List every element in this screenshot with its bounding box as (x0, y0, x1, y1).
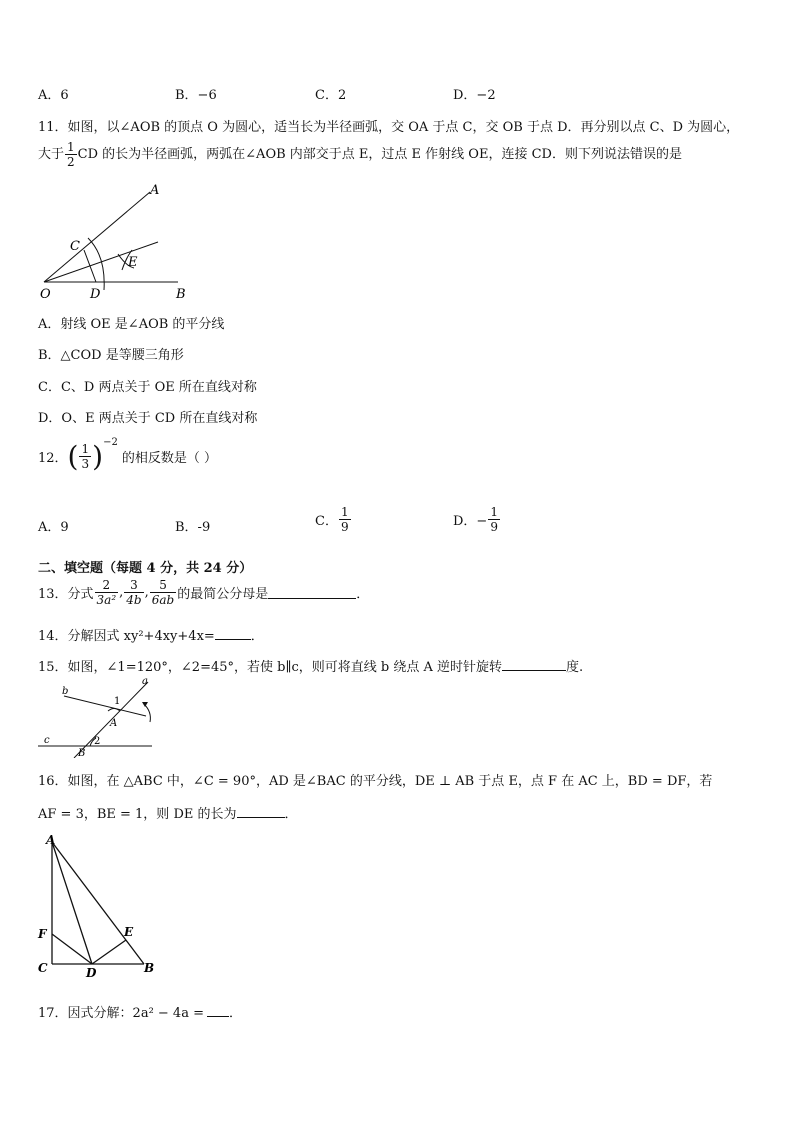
label-c: c (44, 735, 50, 746)
label-b: B (144, 961, 155, 975)
fraction-numerator: 1 (490, 505, 498, 519)
q11-stem-line2 (38, 140, 682, 169)
line-b (64, 696, 146, 716)
segment-ab (52, 842, 144, 964)
label-f: F (38, 927, 47, 941)
q15-end: 度. (566, 660, 584, 675)
q12-option-c-label: C． (315, 514, 338, 529)
q11-stem-line1: 11．如图，以∠AOB 的顶点 O 为圆心，适当长为半径画弧，交 OA 于点 C，交 OB 于点 D．再分别以点 C、D 为圆心， (38, 120, 740, 135)
fraction-denominator: 6ab (151, 593, 175, 607)
q13-stem: 13．分式 $\frac{2}{\text{3a²}}$ , $\frac{3}{4b}$ , $\frac{5}{6ab}$ 的最简公分母是 ． (38, 578, 370, 607)
q11-option-b: B．△COD 是等腰三角形 (38, 348, 184, 363)
q16-end: ． (284, 807, 298, 822)
label-2: 2 (94, 736, 101, 747)
fraction-numerator: 3 (124, 578, 143, 593)
fraction-numerator: 1 (340, 505, 349, 519)
q12-exponent: −2 (103, 436, 118, 448)
label-e: E (124, 925, 134, 939)
q17-answer-blank[interactable] (207, 1004, 229, 1017)
label-d: D (86, 966, 97, 980)
q11-line2-pre: 大于 (38, 147, 65, 162)
q13-suffix: 的最简公分母是 (177, 587, 269, 602)
q15-text: 15．如图，∠1=120°，∠2=45°，若使 b∥c，则可将直线 b 绕点 A 逆时针旋转 (38, 660, 502, 675)
q16-line2-text: AF = 3，BE = 1，则 DE 的长为 (38, 807, 237, 822)
rotation-arrow-head (142, 702, 148, 707)
q12-base-fraction (79, 442, 91, 471)
q15-figure (34, 676, 159, 758)
ray-oe (44, 242, 158, 282)
q15-answer-blank[interactable] (502, 658, 566, 671)
fraction-denominator: 4b (126, 593, 142, 607)
q10-option-c: C．2 (315, 88, 347, 103)
q13-prefix: 13．分式 (38, 587, 94, 602)
q16-answer-blank[interactable] (237, 805, 285, 818)
q17-stem (38, 1002, 242, 1021)
q13-end: ． (356, 587, 370, 602)
q12-prefix: 12． (38, 451, 68, 466)
q17-end: ． (228, 1006, 242, 1021)
q12-paren-open: ( (67, 440, 79, 473)
q13-fraction-3 (150, 578, 176, 607)
q10-option-d: D．−2 (453, 88, 496, 103)
q11-line2-post: CD 的长为半径画弧，两弧在∠AOB 内部交于点 E，过点 E 作射线 OE，连接 CD．则下列说法错误的是 (77, 147, 682, 162)
segment-de (92, 940, 126, 964)
label-point-b: B (78, 748, 86, 758)
label-a: A (46, 833, 56, 847)
fraction-numerator: 5 (150, 578, 176, 593)
q16-figure (34, 830, 164, 980)
label-c: C (70, 239, 80, 254)
label-b: b (62, 686, 69, 697)
q12-option-c (315, 505, 352, 534)
fraction-numerator: 1 (67, 140, 75, 154)
fraction-denominator: 3 (81, 457, 90, 471)
q11-figure (30, 180, 200, 305)
label-o: O (40, 287, 51, 302)
q11-option-d: D．O、E 两点关于 CD 所在直线对称 (38, 411, 258, 426)
q12-option-d-fraction (488, 505, 500, 534)
q10-option-a: A．6 (38, 88, 69, 103)
fraction-numerator: 1 (81, 442, 90, 456)
label-1: 1 (114, 696, 121, 707)
q11-half-fraction (65, 140, 77, 169)
segment-ad (52, 842, 92, 964)
q16-stem-line2 (38, 803, 298, 822)
segment-fd (52, 934, 92, 964)
fraction-denominator: 9 (490, 520, 498, 534)
q10-option-b: B．−6 (175, 88, 217, 103)
fraction-denominator: 2 (67, 155, 75, 169)
q13-answer-blank[interactable] (268, 586, 356, 599)
fraction-denominator: 3a² (96, 593, 117, 607)
q11-option-a: A．射线 OE 是∠AOB 的平分线 (38, 317, 225, 332)
label-a: a (142, 676, 148, 687)
q13-fraction-1 (95, 578, 119, 607)
q14-text: 14．分解因式 xy²+4xy+4x= (38, 629, 215, 644)
section-2-title: 二、填空题（每题 4 分，共 24 分） (38, 561, 253, 576)
fraction-numerator: 2 (95, 578, 119, 593)
label-a: A (150, 183, 160, 198)
q12-stem (38, 436, 217, 480)
q17-text: 17．因式分解：2a² − 4a = (38, 1006, 204, 1021)
label-d: D (90, 287, 101, 302)
label-c: C (38, 961, 48, 975)
q14-answer-blank[interactable] (215, 627, 251, 640)
q14-stem (38, 625, 264, 644)
q12-paren-close: ) (92, 440, 104, 473)
q11-option-c: C．C、D 两点关于 OE 所在直线对称 (38, 380, 257, 395)
fraction-denominator: 9 (340, 520, 349, 534)
q12-option-a: A．9 (38, 520, 69, 535)
q12-suffix: 的相反数是（ ） (121, 451, 217, 466)
q15-stem (38, 656, 583, 675)
q14-end: ． (250, 629, 264, 644)
label-point-a: A (110, 718, 118, 729)
label-b: B (176, 287, 186, 302)
label-e: E (128, 255, 138, 270)
q12-option-b: B．-9 (175, 520, 211, 535)
q13-fraction-2 (124, 578, 143, 607)
q12-option-c-fraction (339, 505, 351, 534)
q16-stem-line1: 16．如图，在 △ABC 中，∠C = 90°，AD 是∠BAC 的平分线，DE ⊥ AB 于点 E，点 F 在 AC 上，BD = DF，若 (38, 774, 713, 789)
q12-option-d-label: D．− (453, 514, 488, 529)
q12-option-d (453, 505, 501, 534)
segment-cd (84, 250, 96, 282)
